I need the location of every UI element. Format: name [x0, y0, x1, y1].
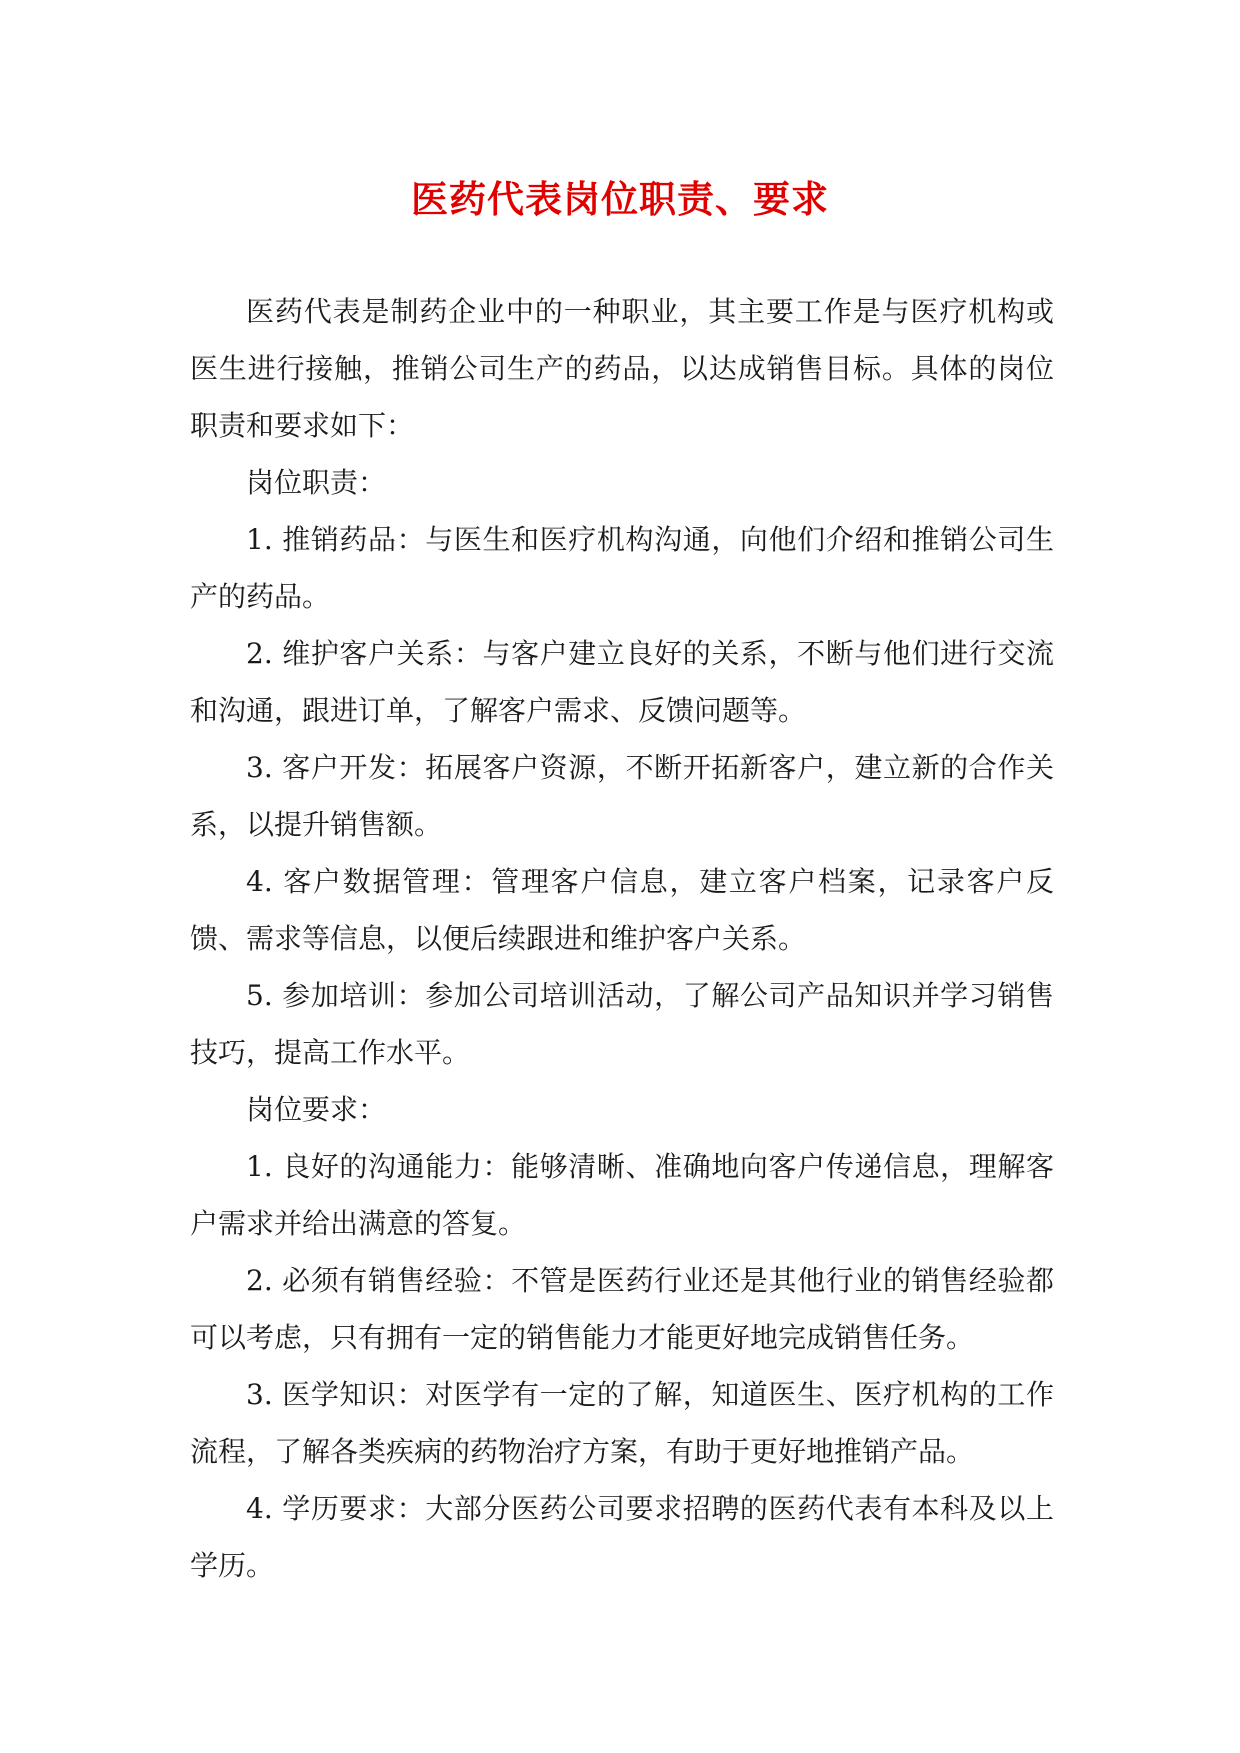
duty-item-5: 5. 参加培训：参加公司培训活动，了解公司产品知识并学习销售技巧，提高工作水平。	[190, 979, 1054, 1069]
requirement-item-4: 4. 学历要求：大部分医药公司要求招聘的医药代表有本科及以上学历。	[190, 1492, 1054, 1582]
intro-paragraph: 医药代表是制药企业中的一种职业，其主要工作是与医疗机构或医生进行接触，推销公司生产的药品，以达成销售目标。具体的岗位职责和要求如下：	[190, 295, 1054, 442]
document-title: 医药代表岗位职责、要求	[411, 177, 829, 221]
section-heading-duties: 岗位职责：	[246, 466, 387, 499]
requirement-item-3: 3. 医学知识：对医学有一定的了解，知道医生、医疗机构的工作流程，了解各类疾病的药物治疗方案，有助于更好地推销产品。	[190, 1378, 1054, 1468]
section-heading-requirements: 岗位要求：	[246, 1093, 387, 1126]
duty-item-3: 3. 客户开发：拓展客户资源，不断开拓新客户，建立新的合作关系，以提升销售额。	[190, 751, 1054, 841]
document-body	[190, 283, 1054, 1594]
duty-item-1: 1. 推销药品：与医生和医疗机构沟通，向他们介绍和推销公司生产的药品。	[190, 523, 1054, 613]
duty-item-4: 4. 客户数据管理：管理客户信息，建立客户档案，记录客户反馈、需求等信息，以便后续跟进和维护客户关系。	[190, 865, 1054, 955]
requirement-item-2: 2. 必须有销售经验：不管是医药行业还是其他行业的销售经验都可以考虑，只有拥有一定的销售能力才能更好地完成销售任务。	[190, 1264, 1054, 1354]
duty-item-2: 2. 维护客户关系：与客户建立良好的关系，不断与他们进行交流和沟通，跟进订单，了解客户需求、反馈问题等。	[190, 637, 1054, 727]
requirement-item-1: 1. 良好的沟通能力：能够清晰、准确地向客户传递信息，理解客户需求并给出满意的答复。	[190, 1150, 1054, 1240]
